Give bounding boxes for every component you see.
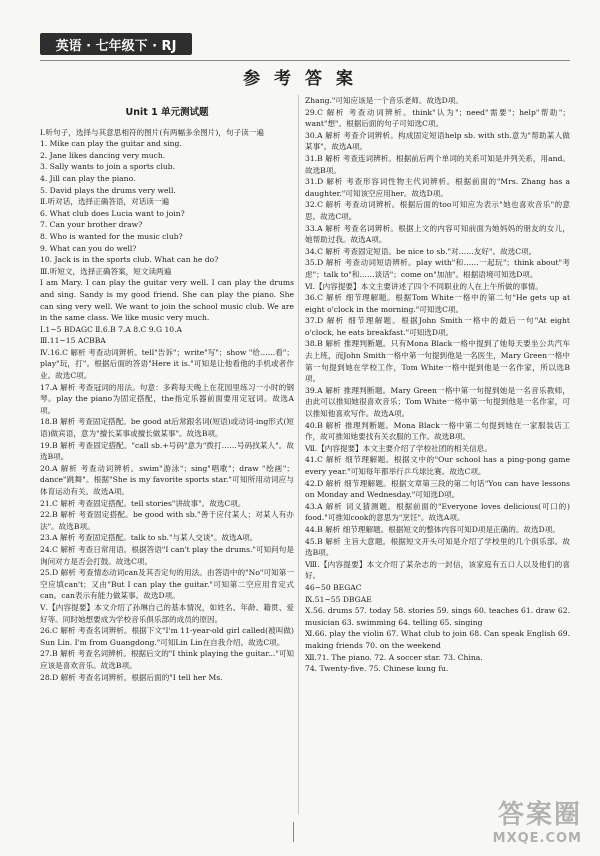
answer-line: 42.D 解析 细节理解题。根据文章第三段的第二句话"You can have lessons on Monday and Wednesday."可知选D项。 [305,478,570,500]
answer-line: 37.D 解析 细节理解题。根据John Smith一格中的最后一句"At eight o'clock, he eats breakfast."可知选D项。 [305,316,570,337]
answer-line: 21.C 解析 考查固定搭配。tell stories"讲故事"。故选C项。 [40,498,246,508]
header-rule [40,60,570,61]
answer-line: 31.B 解析 考查连词辨析。根据前后两个单词的关系可知是并列关系，用and。故选B项。 [305,153,570,175]
answer-line: 43.A 解析 词义猜测题。根据前面的"Everyone loves delicious(可口的) food."可推知cook的意思为"烹饪"。故选A项。 [305,501,570,523]
answer-line: 9. What can you do well? [40,243,137,253]
answer-line: 34.C 解析 考查固定短语。be nice to sb."对……友好"。故选C项。 [305,246,537,256]
answer-line: 46~50 BEGAC [305,582,362,592]
answer-line: 1. Mike can play the guitar and sing. [40,139,182,149]
column-divider [298,95,299,815]
answer-line: Zhang."可知应该是一个音乐老师。故选D项。 [305,96,463,105]
answer-line: Ⅲ.听短文，选择正确答案，短文读两遍 [40,266,172,276]
answer-line: 23.A 解析 考查固定搭配。talk to sb."与某人交谈"。故选A项。 [40,533,258,543]
answer-line: 45.B 解析 主旨大意题。根据短文开头可知是介绍了学校里的几个俱乐部。故选B项。 [305,536,570,558]
left-answer-list [40,127,294,684]
right-answer-list [305,95,570,675]
answer-line: Ⅻ.71. The piano. 72. A soccer star. 73. China. [305,652,483,662]
answer-line: 35.D 解析 考查动词短语辨析。play with"和……一起玩"；think about"考虑"；talk to"和……谈话"；come on"加油"。根据语境可知选D项。 [305,258,570,279]
answer-line: 44.B 解析 细节理解题。根据短文的整体内容可知D项是正确的。故选D项。 [305,524,560,534]
answer-line: 38.B 解析 推理判断题。只有Mona Black一格中提到了她每天要坐公共汽车去上班，而John Smith一格中第一句提到他是一名医生，Mary Green一格中第一句提到她在学校工作，Tom White一格中提到他是一名作家，所以选B项。 [305,339,570,384]
answer-line: 41.C 解析 细节理解题。根据文中的"Our school has a ping-pong game every year."可知每年都举行乒乓球比赛。故选C项。 [305,455,570,476]
answer-line: 4. Jill can play the piano. [40,173,136,183]
right-column [305,95,570,675]
page-marker [293,822,308,842]
answer-line: 30.A 解析 考查介词辨析。构成固定短语help sb. with sth.意为"帮助某人做某事"。故选A项。 [305,130,570,152]
answer-line: Ⅰ.1~5 BDAGC Ⅱ.6.B 7.A 8.C 9.G 10.A [40,324,183,334]
answer-line: 22.B 解析 考查固定搭配。be good with sb."善于应付某人；对某人有办法"。故选B项。 [40,510,294,531]
answer-line: Ⅶ.【内容提要】本文主要介绍了学校社团的相关信息。 [305,443,492,453]
answer-line: Ⅴ.【内容提要】本文介绍了孙琳自己的基本情况，如姓名、年龄、籍贯、爱好等。同时她想要成为学校音乐俱乐部的成员的原因。 [40,602,294,624]
watermark-text: 答案圈 [497,800,582,830]
subject-tag: 英语 · 七年级下 · RJ [40,33,192,55]
answer-line: Ⅵ.【内容提要】本文主要讲述了四个不同职业的人在上午所做的事情。 [305,281,543,291]
answer-line: 26.C 解析 考查名词辨析。根据下文"I'm 11-year-old girl called(被叫做) Sun Lin. I'm from Guangdong."可知Lin Lin在自我介绍。故选C项。 [40,626,294,647]
answer-line: 74. Twenty-five. 75. Chinese kung fu. [305,664,449,674]
answer-line: Ⅺ.66. play the violin 67. What club to join 68. Can speak English 69. making friends 70. on the weekend [305,629,570,650]
page-title: 参 考 答 案 [243,69,357,89]
answer-line: 27.B 解析 考查名词辨析。根据后文的"I think playing the guitar..."可知应该是喜欢音乐。故选B项。 [40,649,295,670]
answer-line: 24.C 解析 考查日常用语。根据答语"I can't play the drums."可知问句是询问对方是否会打鼓。故选C项。 [40,544,294,566]
answer-line: 17.A 解析 考查冠词的用法。句意：多莉每天晚上在花园里练习一小时的钢琴。play the piano为固定搭配，the指定乐器前面要用定冠词。故选A项。 [40,382,294,415]
answer-line: 10. Jack is in the sports club. What can he do? [40,255,219,265]
watermark-logo [432,794,582,846]
answer-line: 19.B 解析 考查固定搭配。"call sb.+号码"意为"拨打……号码找某人"。故选B项。 [40,440,294,462]
answer-line: 18.B 解析 考查固定搭配。be good at后常跟名词(短语)或动词-ing形式(短语)做宾语，意为"擅长某事或擅长做某事"。故选B项。 [40,417,294,439]
answer-line: 8. Who is wanted for the music club? [40,231,183,241]
answer-line: 33.A 解析 考查名词辨析。根据上文的内容可知前面为她妈妈的朋友的女儿，她帮助过我。故选A项。 [305,223,570,245]
watermark-url: MXQE.COM [492,831,582,846]
answer-line: Ⅷ.【内容提要】本文介绍了某杂志的一封信，该家庭有五口人以及他们的喜好。 [305,559,570,581]
answer-line: Ⅳ.16.C 解析 考查动词辨析。tell"告诉"；write"写"；show "给……看"；play"玩，打"。根据后面的答语"Here it is."可知是让他看他的手机或者作业。故选C项。 [40,347,294,381]
answer-line: Ⅹ.56. drums 57. today 58. stories 59. sings 60. teaches 61. draw 62. musician 63. swimming 64. telling 65. singing [305,606,570,627]
answer-line: 5. David plays the drums very well. [40,185,176,195]
answer-line: 20.A 解析 考查动词辨析。swim"游泳"；sing"唱歌"；draw "绘画"；dance"跳舞"。根据"She is my favorite sports star."可知所用动词应与体育运动有关。故选A项。 [40,463,294,496]
answer-line: 39.A 解析 推理判断题。Mary Green一格中第一句提到她是一名音乐教师，由此可以推知她很喜欢音乐；Tom White一格中第一句提到他是一名作家，可以推知他喜欢写作。故选A项。 [305,385,570,419]
answer-line: 3. Sally wants to join a sports club. [40,162,176,172]
left-column [40,95,294,683]
unit-title: Unit 1 单元测试题 [125,107,209,118]
answer-line: 31.D 解析 考查形容词性物主代词辨析。根据前面的"Mrs. Zhang has a daughter."可知该空应用her。故选D项。 [305,177,570,198]
answer-line: I am Mary. I can play the guitar very well. I can play the drums and sing. Sandy is my good friend. She can play the piano. She can sing very well. We want to join the school music club. We are in the same class. We like music very much. [40,278,294,323]
answer-line: 7. Can your brother draw? [40,220,143,230]
answer-line: 32.C 解析 考查动词辨析。根据后面的too可知应为表示"她也喜欢音乐"的意思。故选C项。 [305,200,570,221]
answer-line: Ⅰ.听句子，选择与其意思相符的图片(有两幅多余图片)，句子读一遍 [40,127,264,137]
answer-line: 40.B 解析 推理判断题。Mona Black一格中第二句提到她在一家服装店工作，故可推知她要找有关衣服的工作。故选B项。 [305,420,570,442]
answer-line: 25.D 解析 考查情态动词can及其否定句的用法。由答语中的"No"可知第一空应填can't；又由"But I can play the guitar."可知第二空应用肯定式can。can表示有能力做某事。故选D项。 [40,568,294,601]
answer-line: 29.C 解析 考查动词辨析。think"认为"；need"需要"；help"帮助"；want"想"。根据后面的句子可知选C项。 [305,107,570,129]
answer-line: 28.D 解析 考查名词辨析。根据后面的"I tell her Ms. [40,672,223,682]
answer-line: Ⅲ.11~15 ACBBA [40,336,106,346]
answer-line: Ⅱ.听对话，选择正确答语，对话读一遍 [40,197,170,207]
answer-line: 2. Jane likes dancing very much. [40,150,166,160]
answer-line: 36.C 解析 细节理解题。根据Tom White一格中的第二句"He gets up at eight o'clock in the morning."可知选C项。 [305,293,570,314]
answer-line: Ⅸ.51~55 DBGAE [305,594,372,604]
answer-line: 6. What club does Lucia want to join? [40,208,185,218]
